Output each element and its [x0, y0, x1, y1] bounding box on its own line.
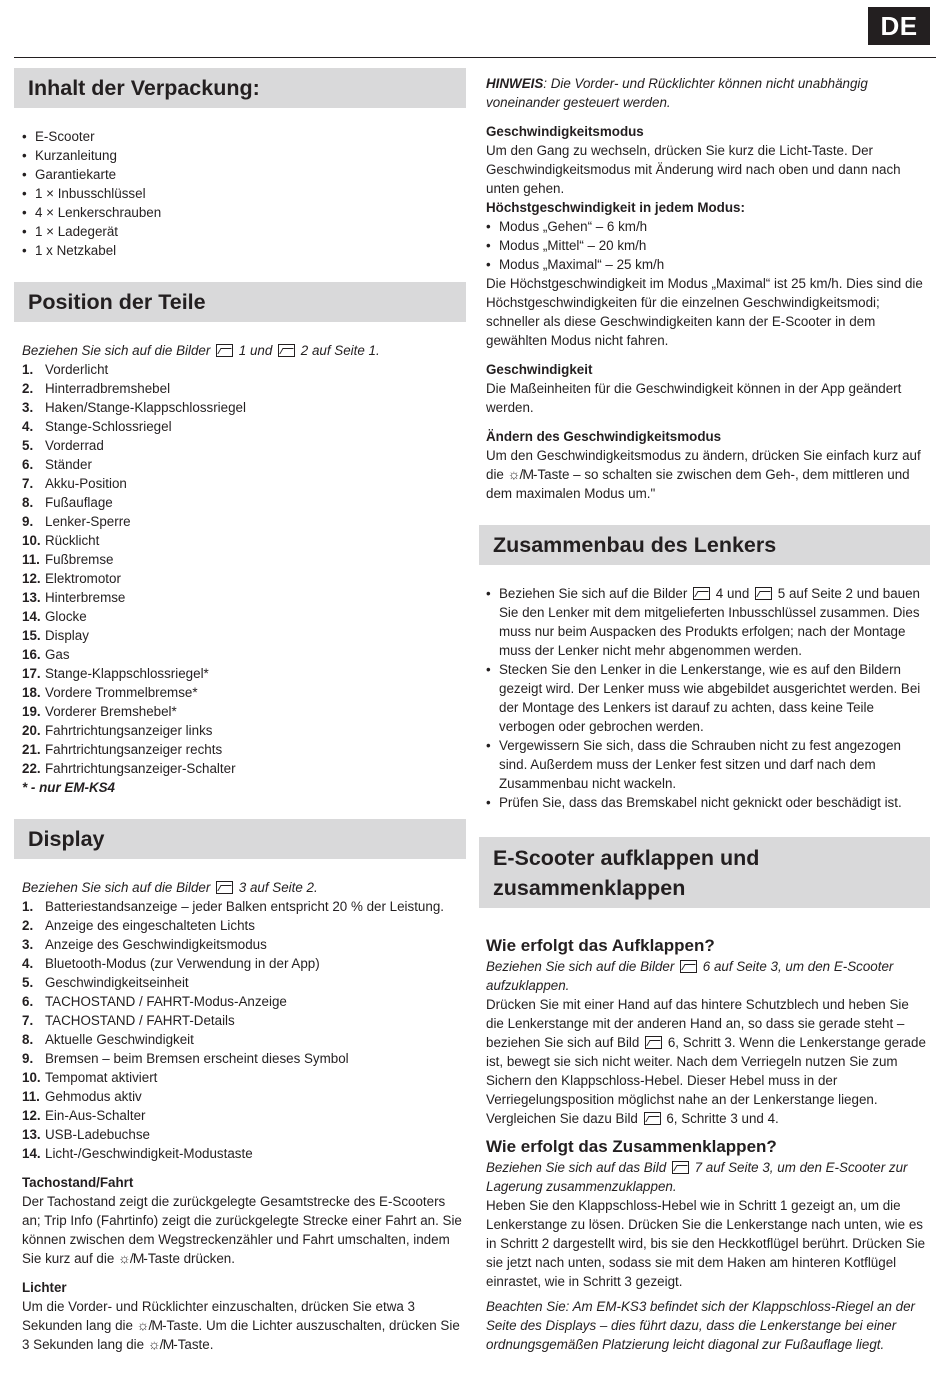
parts-ref-text: Beziehen Sie sich auf die Bilder — [22, 343, 211, 358]
display-item — [22, 1106, 466, 1125]
item-number: 17. — [22, 666, 41, 681]
item-number: 19. — [22, 704, 41, 719]
image-ref-icon — [693, 587, 710, 600]
item-label: Vorderer Bremshebel* — [45, 704, 177, 719]
change-mode-text — [486, 446, 930, 503]
item-label: TACHOSTAND / FAHRT-Modus-Anzeige — [45, 994, 287, 1009]
assembly-step: • Prüfen Sie, dass das Bremskabel nicht geknickt oder beschädigt ist. — [486, 793, 930, 812]
item-number: 9. — [22, 514, 34, 529]
item-number: 21. — [22, 742, 41, 757]
item-number: 7. — [22, 1013, 34, 1028]
change-text-a: Um den Geschwindigkeitsmodus zu ändern, drücken Sie einfach kurz auf die — [486, 448, 921, 482]
heading-handlebar-assembly: Zusammenbau des Lenkers — [479, 525, 930, 565]
item-number: 13. — [22, 1127, 41, 1142]
part-item — [22, 702, 466, 721]
item-label: Bremsen – beim Bremsen erscheint dieses Symbol — [45, 1051, 349, 1066]
item-label: Gas — [45, 647, 70, 662]
part-item — [22, 569, 466, 588]
part-item — [22, 379, 466, 398]
item-label: Batteriestandsanzeige – jeder Balken entspricht 20 % der Leistung. — [45, 899, 444, 914]
image-ref-icon — [278, 344, 295, 357]
package-item: • E-Scooter — [22, 127, 466, 146]
image-ref-icon — [216, 881, 233, 894]
heading-fold: Wie erfolgt das Zusammenklappen? — [486, 1137, 777, 1156]
item-number: 4. — [22, 419, 34, 434]
unfold-text-c: 6, Schritte 3 und 4. — [666, 1111, 779, 1126]
fold-ref-text: 7 auf Seite 3, um den E-Scooter zur Lagerung zusammenzuklappen. — [486, 1160, 908, 1194]
item-label: Ständer — [45, 457, 92, 472]
mode-item: • Modus „Gehen“ – 6 km/h — [486, 217, 930, 236]
item-label: Anzeige des Geschwindigkeitsmodus — [45, 937, 267, 952]
parts-ref-text: 2 auf Seite 1. — [300, 343, 380, 358]
display-item — [22, 1125, 466, 1144]
item-number: 12. — [22, 571, 41, 586]
tacho-text-b: -Taste drücken. — [143, 1251, 235, 1266]
item-number: 4. — [22, 956, 34, 971]
package-item: • 4 × Lenkerschrauben — [22, 203, 466, 222]
part-item — [22, 645, 466, 664]
assembly-step — [486, 584, 930, 660]
item-label: Fußauflage — [45, 495, 113, 510]
item-label: TACHOSTAND / FAHRT-Details — [45, 1013, 235, 1028]
part-item — [22, 474, 466, 493]
item-number: 14. — [22, 609, 41, 624]
assembly-text: 4 und — [715, 586, 750, 601]
part-item — [22, 664, 466, 683]
item-label: Fahrtrichtungsanzeiger links — [45, 723, 213, 738]
max-speed-text: Die Höchstgeschwindigkeit im Modus „Maximal“ ist 25 km/h. Dies sind die Höchstgeschwindigkeiten für die einzelnen Geschwindigkeitsmodi; schneller als diese Geschwindigkeiten kann der E-Scooter in dem gewählten Modus nicht fahren. — [486, 276, 923, 348]
heading-max-speed: Höchstgeschwindigkeit in jedem Modus: — [486, 200, 745, 215]
item-number: 1. — [22, 362, 34, 377]
assembly-list — [486, 584, 930, 812]
part-item — [22, 512, 466, 531]
light-mode-button-icon: ☼/M — [136, 1317, 163, 1333]
item-number: 8. — [22, 1032, 34, 1047]
item-label: Geschwindigkeitseinheit — [45, 975, 189, 990]
display-item — [22, 916, 466, 935]
display-item — [22, 1087, 466, 1106]
fold-reference — [486, 1158, 930, 1196]
heading-display: Display — [14, 819, 466, 859]
item-label: Vordere Trommelbremse* — [45, 685, 198, 700]
part-item — [22, 607, 466, 626]
speed-mode-text: Um den Gang zu wechseln, drücken Sie kurz die Licht-Taste. Der Geschwindigkeitsmodus mit Änderung wird nach oben und dann nach unten gehen. — [486, 143, 901, 196]
heading-unfold: Wie erfolgt das Aufklappen? — [486, 936, 715, 955]
item-number: 8. — [22, 495, 34, 510]
item-label: Licht-/Geschwindigkeit-Modustaste — [45, 1146, 253, 1161]
modes-list — [486, 217, 930, 274]
unfold-text-a: Drücken Sie mit einer Hand auf das hintere Schutzblech und heben Sie die Lenkerstange mit der anderen Hand an, so dass sie gerade steht – beziehen Sie sich auf Bild — [486, 997, 909, 1050]
image-ref-icon — [645, 1036, 662, 1049]
part-item — [22, 455, 466, 474]
item-number: 14. — [22, 1146, 41, 1161]
unfold-ref-text: Beziehen Sie sich auf die Bilder — [486, 959, 675, 974]
heading-tacho: Tachostand/Fahrt — [22, 1175, 134, 1190]
item-number: 15. — [22, 628, 41, 643]
item-number: 10. — [22, 1070, 41, 1085]
item-label: USB-Ladebuchse — [45, 1127, 150, 1142]
light-mode-button-icon: ☼/M — [507, 466, 533, 482]
part-item — [22, 683, 466, 702]
image-ref-icon — [672, 1161, 689, 1174]
light-mode-button-icon: ☼/M — [118, 1250, 144, 1266]
language-badge: DE — [868, 7, 930, 45]
image-ref-icon — [216, 344, 233, 357]
lights-text-b: -Taste. Um die Lichter auszuschalten, drücken Sie 3 Sekunden lang die — [22, 1318, 460, 1352]
image-ref-icon — [680, 960, 697, 973]
heading-fold-line-1: E-Scooter aufklappen und — [493, 846, 760, 870]
package-item: • 1 x Netzkabel — [22, 241, 466, 260]
display-item — [22, 973, 466, 992]
change-text-b: -Taste – so schalten sie zwischen dem Geh-, dem mittleren und dem maximalen Modus um." — [486, 467, 910, 501]
assembly-step: • Stecken Sie den Lenker in die Lenkerstange, wie es auf den Bildern gezeigt wird. Der Lenker muss wie abgebildet ausgerichtet werden. Bei der Montage des Lenkers ist darauf zu achten, dass keine Teile verbogen oder gebrochen werden. — [486, 660, 930, 736]
heading-speed: Geschwindigkeit — [486, 362, 593, 377]
hint-label: HINWEIS — [486, 76, 544, 91]
item-label: Fahrtrichtungsanzeiger-Schalter — [45, 761, 236, 776]
item-number: 9. — [22, 1051, 34, 1066]
part-item — [22, 493, 466, 512]
assembly-text: Beziehen Sie sich auf die Bilder — [499, 586, 688, 601]
lights-text-a: Um die Vorder- und Rücklichter einzuschalten, drücken Sie etwa 3 Sekunden lang die — [22, 1299, 415, 1333]
item-number: 6. — [22, 994, 34, 1009]
package-item: • Garantiekarte — [22, 165, 466, 184]
display-item — [22, 954, 466, 973]
fold-ref-text: Beziehen Sie sich auf das Bild — [486, 1160, 667, 1175]
item-label: Stange-Klappschlossriegel* — [45, 666, 209, 681]
parts-list — [22, 360, 466, 778]
heading-fold-unfold — [479, 837, 930, 908]
lights-text-c: -Taste. — [173, 1337, 214, 1352]
item-label: Anzeige des eingeschalteten Lichts — [45, 918, 255, 933]
display-ref-text: 3 auf Seite 2. — [238, 880, 318, 895]
speed-text: Die Maßeinheiten für die Geschwindigkeit können in der App geändert werden. — [486, 381, 902, 415]
item-label: Elektromotor — [45, 571, 121, 586]
item-label: Glocke — [45, 609, 87, 624]
unfold-ref-text: 6 auf Seite 3, um den E-Scooter aufzuklappen. — [486, 959, 894, 993]
item-number: 3. — [22, 937, 34, 952]
item-number: 18. — [22, 685, 41, 700]
part-item — [22, 417, 466, 436]
item-number: 5. — [22, 438, 34, 453]
image-ref-icon — [755, 587, 772, 600]
item-label: Aktuelle Geschwindigkeit — [45, 1032, 194, 1047]
item-number: 2. — [22, 381, 34, 396]
parts-ref-text: 1 und — [238, 343, 273, 358]
mode-item: • Modus „Maximal“ – 25 km/h — [486, 255, 930, 274]
fold-text: Heben Sie den Klappschloss-Hebel wie in Schritt 1 gezeigt an, um die Lenkerstange zu lösen. Drücken Sie die Lenkerstange nach unten, wie es in Schritt 2 dargestellt wird, bis sie den Heckkotflügel berührt. Drücken Sie sie jetzt nach unten, sodass sie mit dem Haken am hinteren Kotflügel einrastet, wie in Schritt 3 gezeigt. — [486, 1198, 926, 1289]
mode-item: • Modus „Mittel“ – 20 km/h — [486, 236, 930, 255]
display-ref-text: Beziehen Sie sich auf die Bilder — [22, 880, 211, 895]
item-number: 11. — [22, 552, 40, 567]
item-label: Bluetooth-Modus (zur Verwendung in der App) — [45, 956, 320, 971]
item-label: Rücklicht — [45, 533, 100, 548]
item-label: Haken/Stange-Klappschlossriegel — [45, 400, 246, 415]
item-label: Tempomat aktiviert — [45, 1070, 158, 1085]
package-item: • 1 × Inbusschlüssel — [22, 184, 466, 203]
item-label: Hinterradbremshebel — [45, 381, 171, 396]
light-mode-button-icon: ☼/M — [147, 1336, 174, 1352]
heading-package-contents: Inhalt der Verpackung: — [14, 68, 466, 108]
item-number: 3. — [22, 400, 34, 415]
hint-text — [486, 74, 930, 112]
item-label: Fußbremse — [45, 552, 114, 567]
display-item — [22, 1068, 466, 1087]
hint-body: : Die Vorder- und Rücklichter können nicht unabhängig voneinander gesteuert werden. — [486, 76, 868, 110]
part-item — [22, 360, 466, 379]
item-number: 11. — [22, 1089, 40, 1104]
display-item — [22, 1030, 466, 1049]
item-label: Fahrtrichtungsanzeiger rechts — [45, 742, 223, 757]
display-reference — [22, 878, 466, 897]
item-label: Vorderrad — [45, 438, 104, 453]
unfold-section — [486, 935, 930, 1354]
heading-lights: Lichter — [22, 1280, 67, 1295]
assembly-step: • Vergewissern Sie sich, dass die Schrauben nicht zu fest angezogen sind. Außerdem muss der Lenker fest sitzen und darf nach dem Zusammenbau nicht wackeln. — [486, 736, 930, 793]
part-item — [22, 626, 466, 645]
part-item — [22, 721, 466, 740]
lights-text — [22, 1297, 466, 1354]
item-number: 7. — [22, 476, 34, 491]
tacho-text-a: Der Tachostand zeigt die zurückgelegte Gesamtstrecke des E-Scooters an; Trip Info (Fahrtinfo) zeigt die zurückgelegte Strecke einer Fahrt an. Sie können zwischen dem Wegstreckenzähler und Fahrt umschalten, indem Sie kurz auf die — [22, 1194, 462, 1266]
part-item — [22, 759, 466, 778]
package-item: • 1 × Ladegerät — [22, 222, 466, 241]
parts-section — [22, 341, 466, 797]
unfold-text — [486, 995, 930, 1128]
assembly-text: 5 auf Seite 2 und bauen Sie den Lenker mit dem mitgelieferten Inbusschlüssel zusammen. Dies muss nur beim Auspacken des Produkts erfolgen; nach der Montage muss der Lenker nicht mehr abgenommen werden. — [499, 586, 920, 658]
item-number: 22. — [22, 761, 41, 776]
display-item — [22, 992, 466, 1011]
part-item — [22, 588, 466, 607]
part-item — [22, 550, 466, 569]
part-item — [22, 531, 466, 550]
part-item — [22, 436, 466, 455]
heading-parts: Position der Teile — [14, 282, 466, 322]
display-item — [22, 935, 466, 954]
package-item: • Kurzanleitung — [22, 146, 466, 165]
item-label: Akku-Position — [45, 476, 127, 491]
heading-fold-line-2: zusammenklappen — [493, 876, 686, 900]
item-label: Display — [45, 628, 89, 643]
item-label: Gehmodus aktiv — [45, 1089, 142, 1104]
fold-note: Beachten Sie: Am EM-KS3 befindet sich der Klappschloss-Riegel an der Seite des Displays – dies führt dazu, dass die Lenkerstange bei einer ordnungsgemäßen Platzierung leicht diagonal zur Fußauflage liegt. — [486, 1299, 915, 1352]
item-number: 13. — [22, 590, 41, 605]
display-list — [22, 897, 466, 1163]
display-section — [22, 878, 466, 1354]
parts-note: * - nur EM-KS4 — [22, 780, 115, 795]
item-label: Ein-Aus-Schalter — [45, 1108, 146, 1123]
heading-speed-mode: Geschwindigkeitsmodus — [486, 124, 644, 139]
item-number: 6. — [22, 457, 34, 472]
item-label: Hinterbremse — [45, 590, 126, 605]
heading-change-mode: Ändern des Geschwindigkeitsmodus — [486, 429, 722, 444]
package-contents-list — [22, 127, 466, 260]
item-number: 12. — [22, 1108, 41, 1123]
hint-section — [486, 74, 930, 503]
item-number: 2. — [22, 918, 34, 933]
display-item — [22, 1049, 466, 1068]
display-item — [22, 1011, 466, 1030]
display-item — [22, 1144, 466, 1163]
item-label: Stange-Schlossriegel — [45, 419, 172, 434]
display-item — [22, 897, 466, 916]
item-number: 10. — [22, 533, 41, 548]
tacho-text — [22, 1192, 466, 1268]
item-number: 16. — [22, 647, 41, 662]
item-label: Lenker-Sperre — [45, 514, 131, 529]
part-item — [22, 740, 466, 759]
parts-reference — [22, 341, 466, 360]
unfold-text-b: 6, Schritt 3. Wenn die Lenkerstange gerade ist, bewegt sie sich nicht weiter. Nach dem Verriegeln nutzen Sie zum Sichern den Klappschloss-Hebel. Dieser Hebel muss in der Verriegelungsposition möglichst nahe an der Lenkerstange liegen. Vergleichen Sie dazu Bild — [486, 1035, 926, 1126]
header-rule — [14, 57, 936, 58]
image-ref-icon — [644, 1112, 661, 1125]
part-item — [22, 398, 466, 417]
item-number: 5. — [22, 975, 34, 990]
item-number: 1. — [22, 899, 34, 914]
item-label: Vorderlicht — [45, 362, 109, 377]
unfold-reference — [486, 957, 930, 995]
item-number: 20. — [22, 723, 41, 738]
